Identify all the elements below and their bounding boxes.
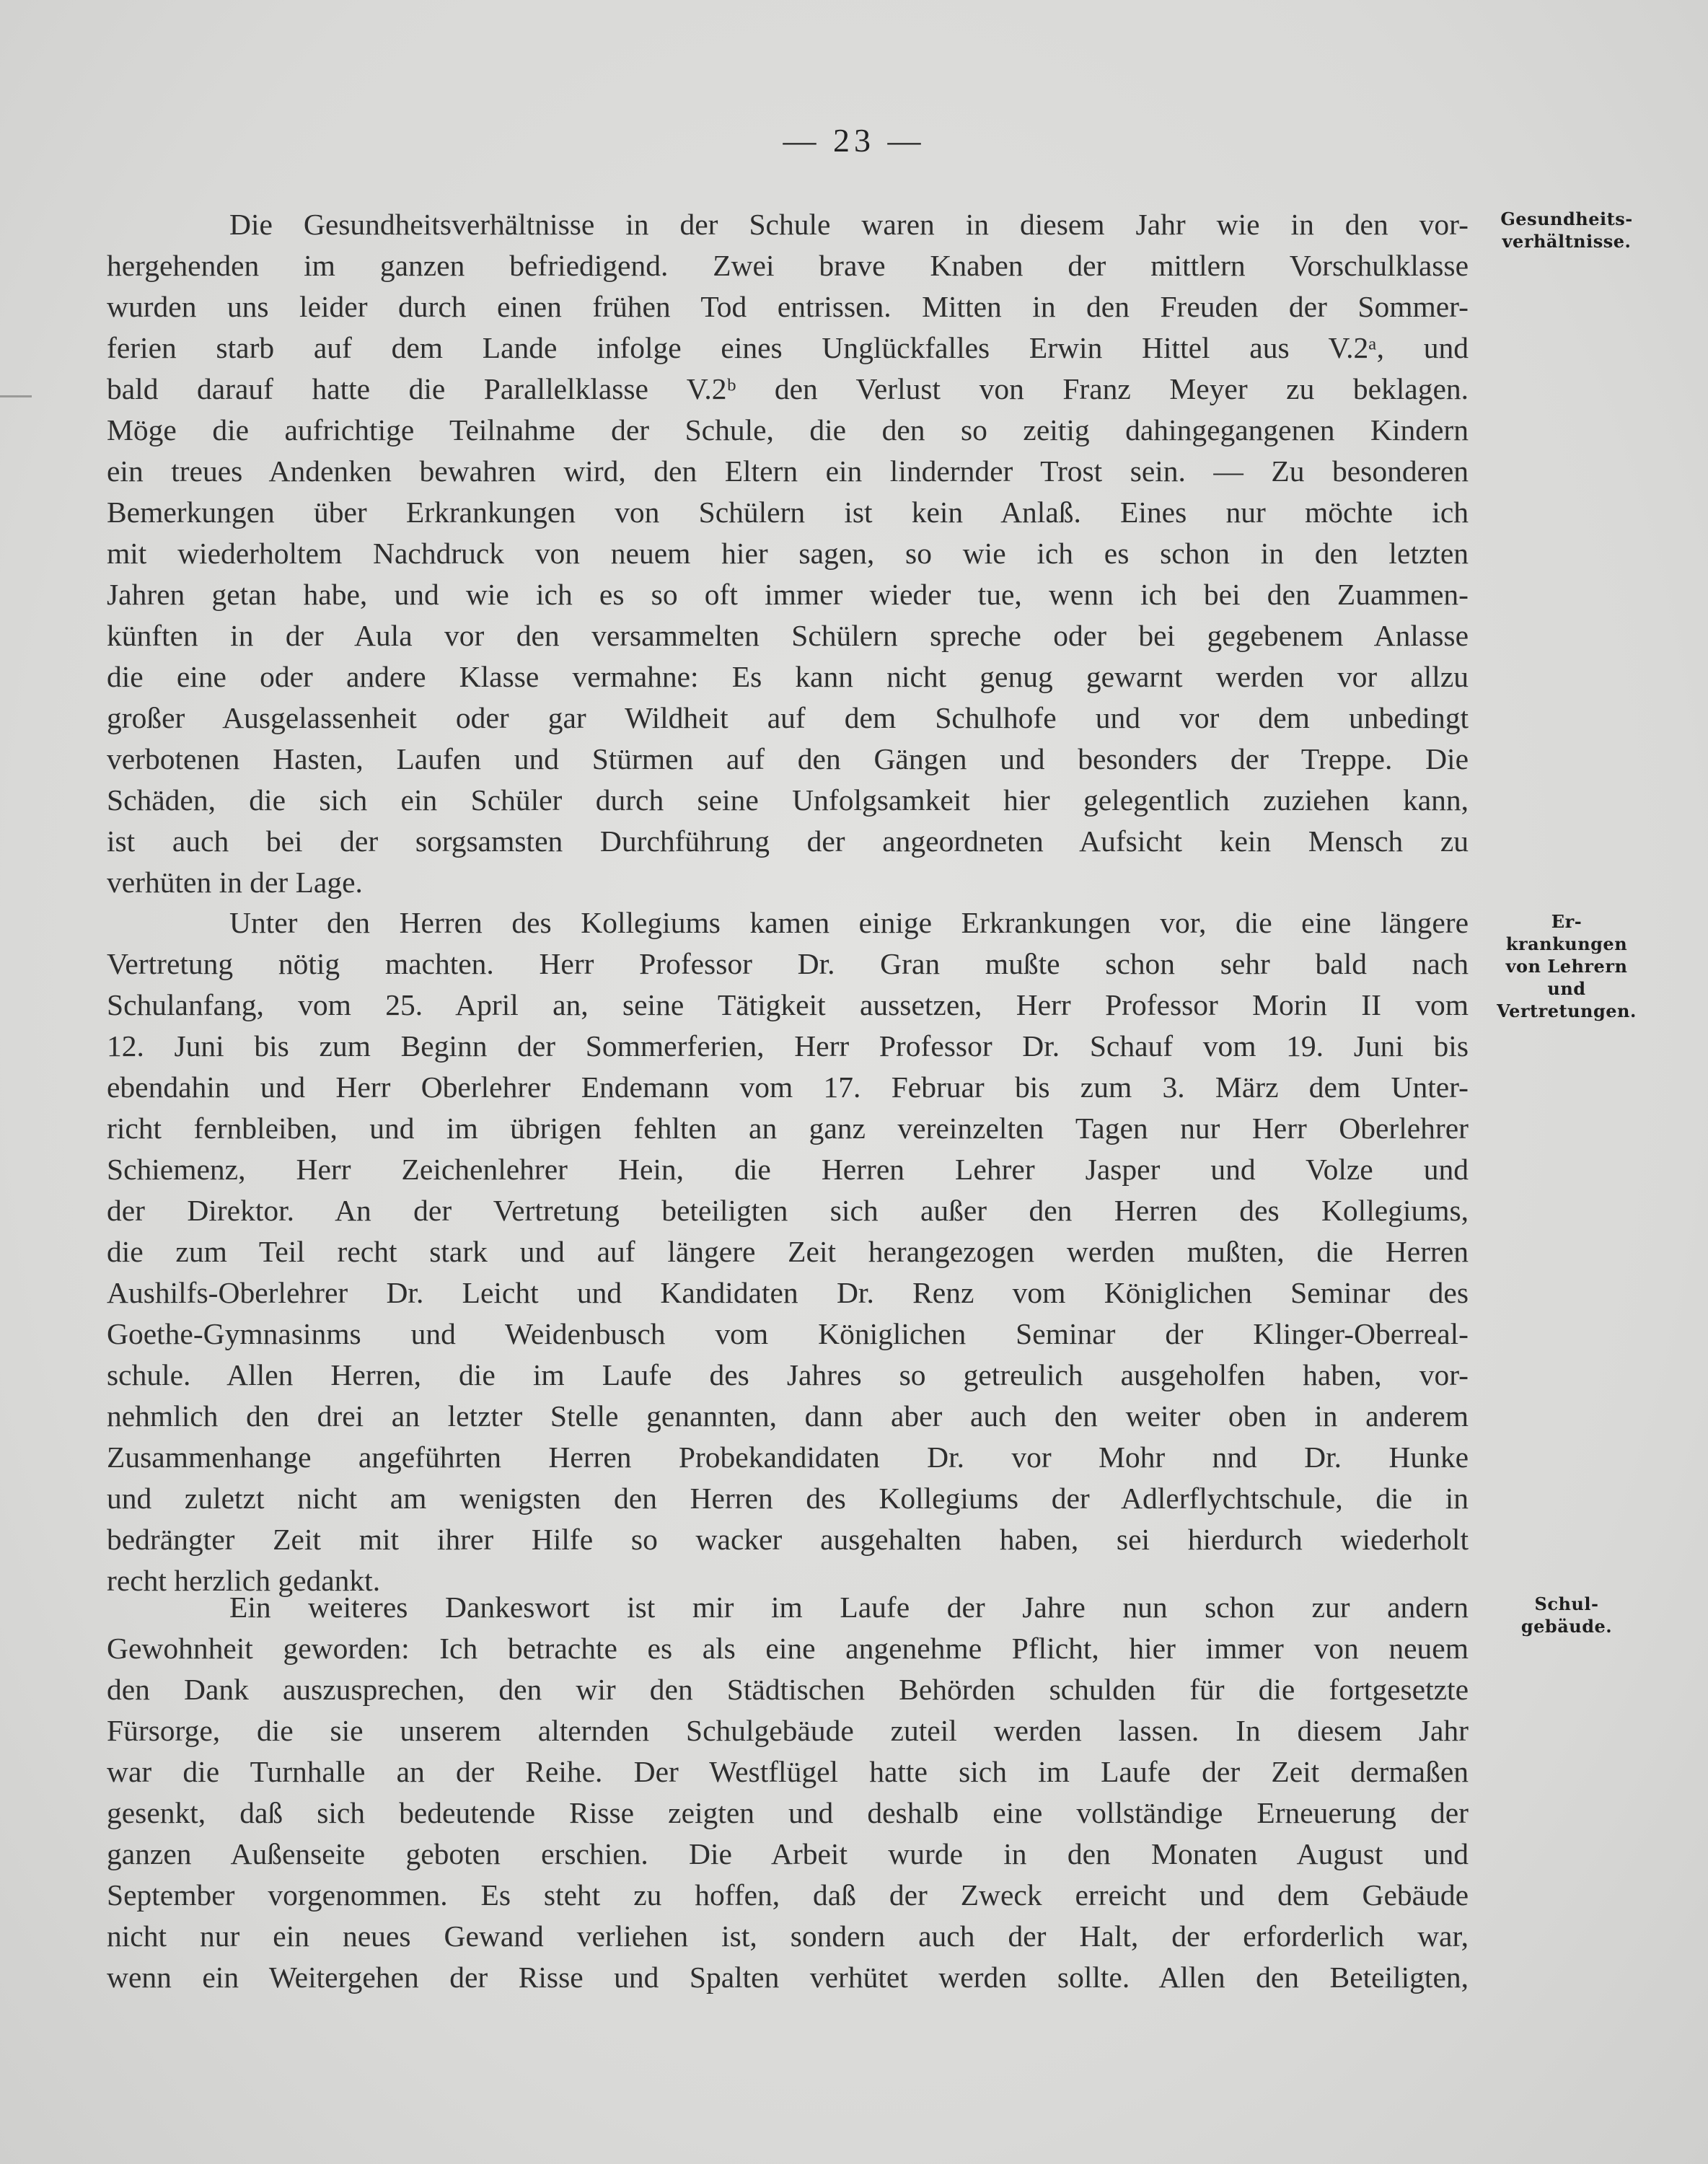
text-line: recht herzlich gedankt. bbox=[107, 1564, 381, 1597]
text-line: bald darauf hatte die Parallelklasse V.2ᵇ den Verlust von Franz Meyer zu beklagen. bbox=[107, 372, 1469, 405]
text-line: Die Gesundheitsverhältnisse in der Schule waren in diesem Jahr wie in den vor- bbox=[229, 208, 1469, 241]
text-line: großer Ausgelassenheit oder gar Wildheit auf dem Schulhofe und vor dem unbedingt bbox=[107, 701, 1469, 734]
text-line: Fürsorge, die sie unserem alternden Schulgebäude zuteil werden lassen. In diesem Jahr bbox=[107, 1714, 1469, 1747]
text-line: nicht nur ein neues Gewand verliehen ist, sondern auch der Halt, der erforderlich war, bbox=[107, 1919, 1469, 1953]
text-line: richt fernbleiben, und im übrigen fehlten an ganz vereinzelten Tagen nur Herr Oberlehrer bbox=[107, 1112, 1469, 1145]
margin-note-line: Vertretungen. bbox=[1497, 1000, 1637, 1021]
margin-note-line: krankungen bbox=[1505, 933, 1628, 954]
text-line: nehmlich den drei an letzter Stelle genannten, dann aber auch den weiter oben in anderem bbox=[107, 1399, 1469, 1433]
text-line: ist auch bei der sorgsamsten Durchführung der angeordneten Aufsicht kein Mensch zu bbox=[107, 824, 1469, 858]
text-line: künften in der Aula vor den versammelten Schülern spreche oder bei gegebenem Anlasse bbox=[107, 619, 1469, 652]
margin-note-line: verhältnisse. bbox=[1502, 231, 1632, 252]
text-line: ebendahin und Herr Oberlehrer Endemann vom 17. Februar bis zum 3. März dem Unter- bbox=[107, 1070, 1469, 1104]
text-line: ferien starb auf dem Lande infolge eines Unglückfalles Erwin Hittel aus V.2ᵃ, und bbox=[107, 331, 1469, 364]
margin-note-teachers bbox=[1487, 910, 1646, 1022]
text-line: Goethe-Gymnasinms und Weidenbusch vom Königlichen Seminar der Klinger-Oberreal- bbox=[107, 1317, 1469, 1350]
text-line: Ein weiteres Dankeswort ist mir im Laufe der Jahre nun schon zur andern bbox=[229, 1591, 1469, 1624]
margin-note-building bbox=[1487, 1593, 1646, 1637]
text-line: 12. Juni bis zum Beginn der Sommerferien, Herr Professor Dr. Schauf vom 19. Juni bis bbox=[107, 1029, 1469, 1063]
text-line: den Dank auszusprechen, den wir den Städtischen Behörden schulden für die fortgesetzte bbox=[107, 1673, 1469, 1706]
text-line: Unter den Herren des Kollegiums kamen einige Erkrankungen vor, die eine längere bbox=[229, 906, 1469, 939]
text-line: und zuletzt nicht am wenigsten den Herren des Kollegiums der Adlerflychtschule, die in bbox=[107, 1482, 1469, 1515]
margin-note-health bbox=[1487, 208, 1646, 252]
text-line: bedrängter Zeit mit ihrer Hilfe so wacker ausgehalten haben, sei hierdurch wiederholt bbox=[107, 1523, 1469, 1556]
text-line: Vertretung nötig machten. Herr Professor Dr. Gran mußte schon sehr bald nach bbox=[107, 947, 1469, 980]
text-line: der Direktor. An der Vertretung beteiligten sich außer den Herren des Kollegiums, bbox=[107, 1194, 1469, 1227]
text-line: schule. Allen Herren, die im Laufe des Jahres so getreulich ausgeholfen haben, vor- bbox=[107, 1358, 1469, 1391]
text-line: Bemerkungen über Erkrankungen von Schülern ist kein Anlaß. Eines nur möchte ich bbox=[107, 496, 1469, 529]
text-line: Schulanfang, vom 25. April an, seine Tätigkeit aussetzen, Herr Professor Morin II vom bbox=[107, 988, 1469, 1021]
page-number: — 23 — bbox=[783, 122, 925, 159]
margin-note-line: Er- bbox=[1551, 911, 1582, 932]
text-line: verbotenen Hasten, Laufen und Stürmen auf den Gängen und besonders der Treppe. Die bbox=[107, 742, 1469, 775]
text-line: wurden uns leider durch einen frühen Tod entrissen. Mitten in den Freuden der Sommer- bbox=[107, 290, 1469, 323]
margin-note-line: gebäude. bbox=[1520, 1616, 1613, 1637]
text-line: Gewohnheit geworden: Ich betrachte es als eine angenehme Pflicht, hier immer von neuem bbox=[107, 1632, 1469, 1665]
text-line: Jahren getan habe, und wie ich es so oft immer wieder tue, wenn ich bei den Zuammen- bbox=[107, 578, 1469, 611]
text-line: September vorgenommen. Es steht zu hoffen, daß der Zweck erreicht und dem Gebäude bbox=[107, 1878, 1469, 1912]
scan-artifact bbox=[0, 395, 32, 397]
text-line: die eine oder andere Klasse vermahne: Es kann nicht genug gewarnt werden vor allzu bbox=[107, 660, 1469, 693]
text-line: wenn ein Weitergehen der Risse und Spalten verhütet werden sollte. Allen den Beteiligten, bbox=[107, 1961, 1469, 1994]
text-line: verhüten in der Lage. bbox=[107, 866, 363, 899]
text-line: gesenkt, daß sich bedeutende Risse zeigten und deshalb eine vollständige Erneuerung der bbox=[107, 1796, 1469, 1829]
text-line: war die Turnhalle an der Reihe. Der Westflügel hatte sich im Laufe der Zeit dermaßen bbox=[107, 1755, 1469, 1788]
text-line: mit wiederholtem Nachdruck von neuem hier sagen, so wie ich es schon in den letzten bbox=[107, 537, 1469, 570]
text-line: hergehenden im ganzen befriedigend. Zwei brave Knaben der mittlern Vorschulklasse bbox=[107, 249, 1469, 282]
margin-note-line: Gesundheits- bbox=[1500, 208, 1633, 229]
text-line: die zum Teil recht stark und auf längere Zeit herangezogen werden mußten, die Herren bbox=[107, 1235, 1469, 1268]
text-line: Aushilfs-Oberlehrer Dr. Leicht und Kandidaten Dr. Renz vom Königlichen Seminar des bbox=[107, 1276, 1469, 1309]
text-line: Möge die aufrichtige Teilnahme der Schule, die den so zeitig dahingegangenen Kindern bbox=[107, 413, 1469, 447]
margin-note-line: Schul- bbox=[1534, 1593, 1599, 1614]
margin-note-line: von Lehrern bbox=[1505, 956, 1628, 977]
text-line: Schiemenz, Herr Zeichenlehrer Hein, die Herren Lehrer Jasper und Volze und bbox=[107, 1153, 1469, 1186]
text-line: ganzen Außenseite geboten erschien. Die Arbeit wurde in den Monaten August und bbox=[107, 1837, 1469, 1870]
text-line: Zusammenhange angeführten Herren Probekandidaten Dr. vor Mohr nnd Dr. Hunke bbox=[107, 1441, 1469, 1474]
margin-note-line: und bbox=[1547, 978, 1586, 999]
text-line: ein treues Andenken bewahren wird, den Eltern ein lindernder Trost sein. — Zu besonderen bbox=[107, 454, 1469, 488]
text-line: Schäden, die sich ein Schüler durch seine Unfolgsamkeit hier gelegentlich zuziehen kann, bbox=[107, 783, 1469, 817]
